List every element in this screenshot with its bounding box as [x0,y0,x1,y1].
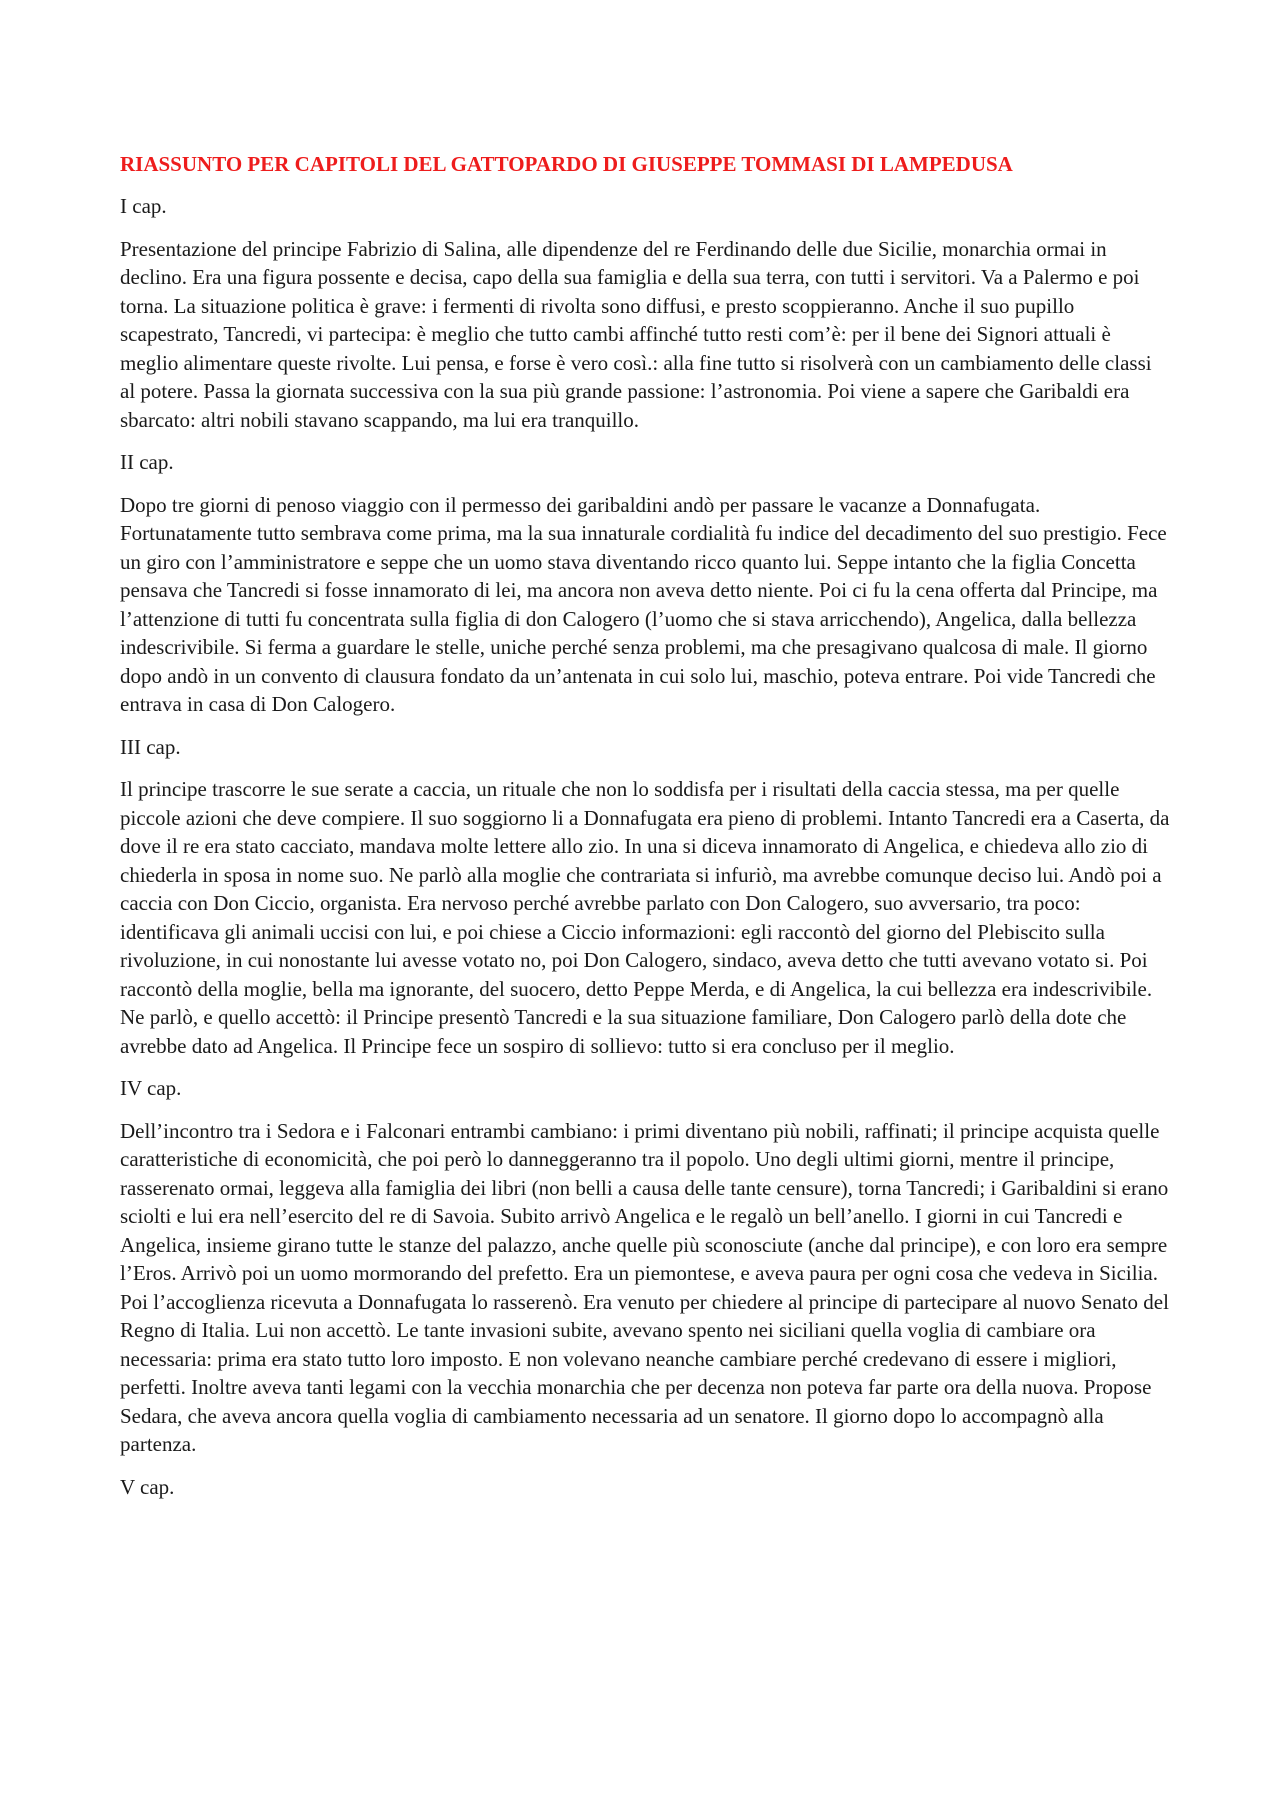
chapter-heading: I cap. [120,194,167,218]
chapter-2 [120,448,1170,719]
chapter-4 [120,1074,1170,1459]
chapter-heading: V cap. [120,1474,175,1499]
document-page [120,150,1170,1515]
chapter-3 [120,733,1170,1061]
chapter-text: Presentazione del principe Fabrizio di Salina, alle dipendenze del re Ferdinando delle due Sicilie, monarchia ormai in declino. Era una figura possente e decisa, capo della sua famiglia e della sua terra, con tutti i servitori. Va a Palermo e poi torna. La situazione politica è grave: i fermenti di rivolta sono diffusi, e presto scoppieranno. Anche il suo pupillo scapestrato, Tancredi, vi partecipa: è meglio che tutto cambi affinché tutto resti com’è: per il bene dei Signori attuali è meglio alimentare queste rivolte. Lui pensa, e forse è vero così.: alla fine tutto si risolverà con un cambiamento delle classi al potere. Passa la giornata successiva con la sua più grande passione: l’astronomia. Poi viene a sapere che Garibaldi era sbarcato: altri nobili stavano scappando, ma lui era tranquillo. [120,236,1152,432]
chapter-heading: IV cap. [120,1076,182,1100]
chapter-text: Dell’incontro tra i Sedora e i Falconari entrambi cambiano: i primi diventano più nobili, raffinati; il principe acquista quelle caratteristiche di economicità, che poi però lo danneggeranno tra il popolo. Uno degli ultimi giorni, mentre il principe, rasserenato ormai, leggeva alla famiglia dei libri (non belli a causa delle tante censure), torna Tancredi; i Garibaldini si erano sciolti e lui era nell’esercito del re di Savoia. Subito arrivò Angelica e le regalò un bell’anello. I giorni in cui Tancredi e Angelica, insieme girano tutte le stanze del palazzo, anche quelle più sconosciute (anche dal principe), e con loro era sempre l’Eros. Arrivò poi un uomo mormorando del prefetto. Era un piemontese, e aveva paura per ogni cosa che vedeva in Sicilia. Poi l’accoglienza ricevuta a Donnafugata lo rasserenò. Era venuto per chiedere al principe di partecipare al nuovo Senato del Regno di Italia. Lui non accettò. Le tante invasioni subite, avevano spento nei siciliani quella voglia di cambiare ora necessaria: prima era stato tutto loro imposto. E non volevano neanche cambiare perché credevano di essere i migliori, perfetti. Inoltre aveva tanti legami con la vecchia monarchia che per decenza non poteva far parte ora della nuova. Propose Sedara, che aveva ancora quella voglia di cambiamento necessaria ad un senatore. Il giorno dopo lo accompagnò alla partenza. [120,1118,1169,1456]
chapter-heading: III cap. [120,734,181,759]
chapter-heading: II cap. [120,450,174,474]
chapter-text: Dopo tre giorni di penoso viaggio con il permesso dei garibaldini andò per passare le vacanze a Donnafugata. Fortunatamente tutto sembrava come prima, ma la sua innaturale cordialità fu indice del decadimento del suo prestigio. Fece un giro con l’amministratore e seppe che un uomo stava diventando ricco quanto lui. Seppe intanto che la figlia Concetta pensava che Tancredi si fosse innamorato di lei, ma ancora non aveva detto niente. Poi ci fu la cena offerta dal Principe, ma l’attenzione di tutti fu concentrata sulla figlia di don Calogero (l’uomo che si stava arricchendo), Angelica, dalla bellezza indescrivibile. Si ferma a guardare le stelle, uniche perché senza problemi, ma che presagivano qualcosa di male. Il giorno dopo andò in un convento di clausura fondato da un’antenata in cui solo lui, maschio, poteva entrare. Poi vide Tancredi che entrava in casa di Don Calogero. [120,492,1167,716]
chapter-text: Il principe trascorre le sue serate a caccia, un rituale che non lo soddisfa per i risultati della caccia stessa, ma per quelle piccole azioni che deve compiere. Il suo soggiorno li a Donnafugata era pieno di problemi. Intanto Tancredi era a Caserta, da dove il re era stato cacciato, mandava molte lettere allo zio. In una si diceva innamorato di Angelica, e chiedeva allo zio di chiederla in sposa in nome suo. Ne parlò alla moglie che contrariata si infuriò, ma avrebbe comunque deciso lui. Andò poi a caccia con Don Ciccio, organista. Era nervoso perché avrebbe parlato con Don Calogero, suo avversario, tra poco: identificava gli animali uccisi con lui, e poi chiese a Ciccio informazioni: egli raccontò del giorno del Plebiscito sulla rivoluzione, in cui nonostante lui avesse votato no, poi Don Calogero, sindaco, aveva detto che tutti avevano votato si. Poi raccontò della moglie, bella ma ignorante, del suocero, detto Peppe Merda, e di Angelica, la cui bellezza era indescrivibile. Ne parlò, e quello accettò: il Principe presentò Tancredi e la sua situazione familiare, Don Calogero parlò della dote che avrebbe dato ad Angelica. Il Principe fece un sospiro di sollievo: tutto si era concluso per il meglio. [120,777,1170,1058]
chapter-5 [120,1473,1170,1502]
document-title: RIASSUNTO PER CAPITOLI DEL GATTOPARDO DI GIUSEPPE TOMMASI DI LAMPEDUSA [120,152,1013,176]
chapter-1 [120,192,1170,434]
